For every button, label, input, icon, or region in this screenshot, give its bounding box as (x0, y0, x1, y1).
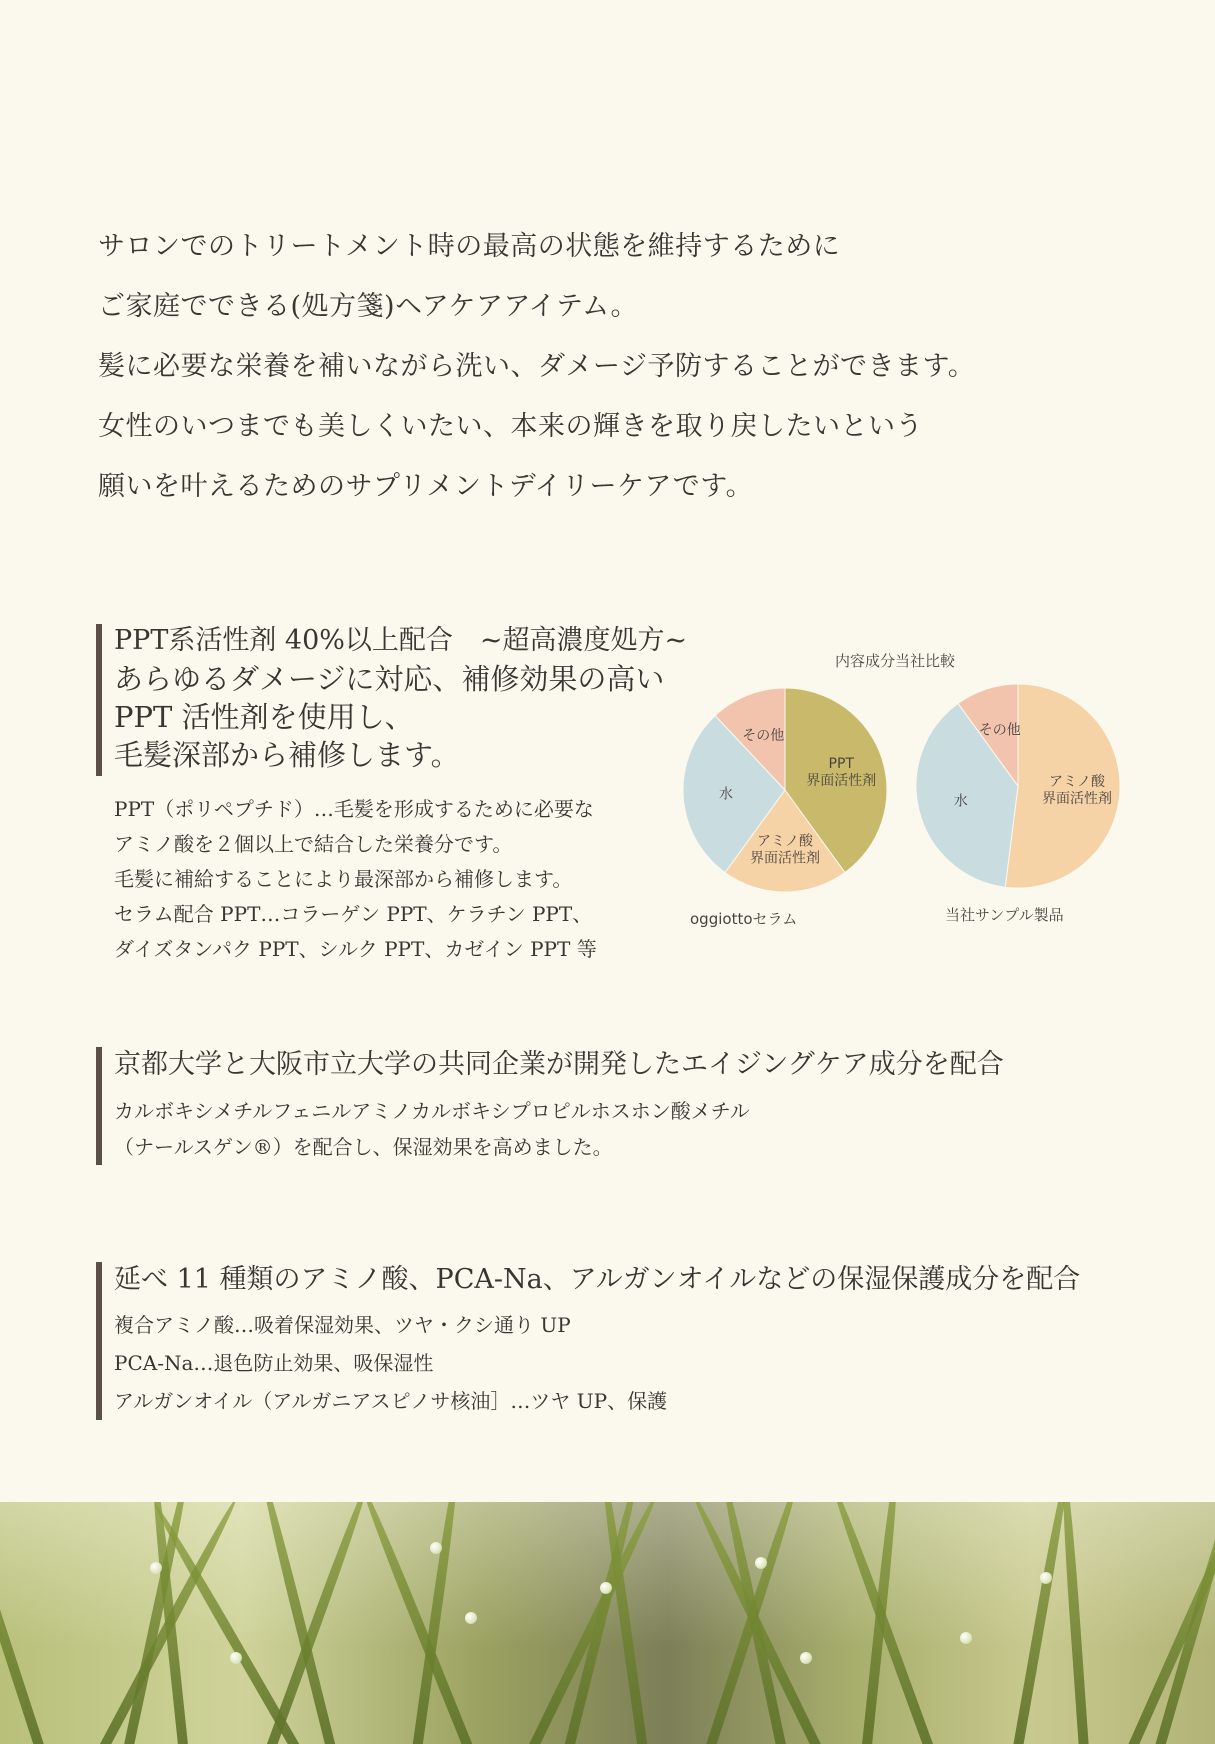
pie-slice-label: その他 (978, 722, 1021, 739)
body-line: PCA-Na…退色防止効果、吸保湿性 (114, 1351, 434, 1375)
body-line: 複合アミノ酸…吸着保湿効果、ツヤ・クシ通り UP (114, 1313, 571, 1337)
intro-line: 願いを叶えるためのサプリメントデイリーケアです。 (98, 471, 754, 502)
body-line: （ナールスゲン®）を配合し、保湿効果を高めました。 (114, 1135, 613, 1159)
pie-charts (665, 640, 1125, 940)
section-title: PPT系活性剤 40%以上配合 ~超高濃度処方~ (114, 625, 688, 656)
dew-drop (1040, 1572, 1052, 1584)
pie-caption: 当社サンプル製品 (945, 906, 1064, 924)
section-headline: あらゆるダメージに対応、補修効果の高い (114, 662, 665, 696)
section-title: 延べ 11 種類のアミノ酸、PCA-Na、アルガンオイルなどの保湿保護成分を配合 (114, 1264, 1081, 1295)
dew-drop (600, 1582, 612, 1594)
chart-title: 内容成分当社比較 (835, 652, 956, 670)
intro-line: 女性のいつまでも美しくいたい、本来の輝きを取り戻したいという (98, 411, 923, 442)
section-body (114, 1306, 1080, 1420)
pie-slice-label: アミノ酸界面活性剤 (750, 833, 820, 867)
intro-line: 髪に必要な栄養を補いながら洗い、ダメージ予防することができます。 (98, 351, 976, 382)
pie-slice-label: PPT 界面活性剤 (806, 756, 877, 790)
body-line: アミノ酸を２個以上で結合した栄養分です。 (114, 832, 513, 856)
section-headline: PPT 活性剤を使用し、 (114, 700, 414, 734)
grass-photo (0, 1502, 1215, 1744)
dew-drop (800, 1652, 812, 1664)
body-line: 毛髪に補給することにより最深部から補修します。 (114, 867, 573, 891)
section-bar (96, 624, 102, 776)
section-title: 京都大学と大阪市立大学の共同企業が開発したエイジングケア成分を配合 (114, 1049, 1004, 1080)
pie-slice-label: その他 (742, 727, 785, 744)
intro-line: サロンでのトリートメント時の最高の状態を維持するために (98, 231, 841, 262)
dew-drop (465, 1612, 477, 1624)
section-body (114, 1093, 1004, 1165)
body-line: アルガンオイル（アルガニアスピノサ核油］…ツヤ UP、保護 (114, 1389, 668, 1413)
dew-drop (230, 1652, 242, 1664)
pie-slice-label: 水 (953, 793, 968, 810)
section-aging-care (96, 1047, 1004, 1165)
dew-drop (150, 1562, 162, 1574)
pie-slice-label: 水 (718, 786, 733, 803)
section-body (114, 792, 687, 967)
section-headline: 毛髪深部から補修します。 (114, 738, 460, 772)
pie-svg (665, 660, 1125, 940)
pie-slice-label: アミノ酸界面活性剤 (1042, 774, 1113, 808)
intro-line: ご家庭でできる(処方箋)ヘアケアアイテム。 (98, 291, 638, 322)
pie-caption: oggiottoセラム (690, 910, 798, 928)
intro-text (98, 232, 1158, 532)
body-line: カルボキシメチルフェニルアミノカルボキシプロピルホスホン酸メチル (114, 1099, 750, 1123)
dew-drop (755, 1557, 767, 1569)
body-line: ダイズタンパク PPT、シルク PPT、カゼイン PPT 等 (114, 937, 597, 961)
body-line: PPT（ポリペプチド）…毛髪を形成するために必要な (114, 797, 594, 821)
section-moisture (96, 1262, 1080, 1420)
body-line: セラム配合 PPT…コラーゲン PPT、ケラチン PPT、 (114, 902, 593, 926)
section-ppt (96, 622, 687, 967)
dew-drop (430, 1542, 442, 1554)
dew-drop (960, 1632, 972, 1644)
